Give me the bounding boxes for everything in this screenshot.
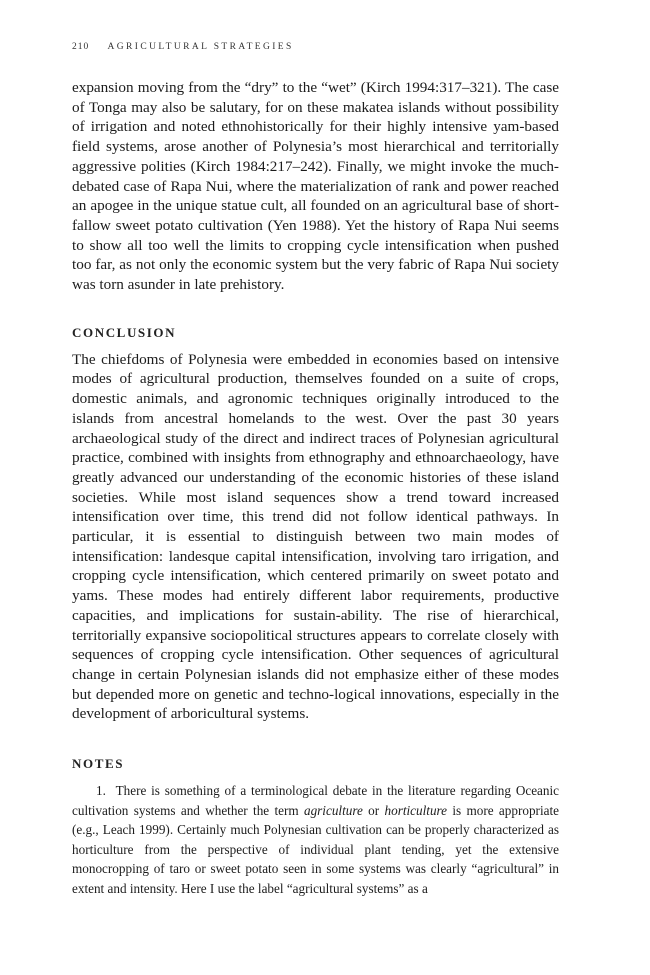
note-1-number: 1. bbox=[96, 783, 106, 799]
conclusion-paragraph: The chiefdoms of Polynesia were embedded in economies based on intensive modes of agricultural production, themselves founded on a suite of crops, domestic animals, and agronomic techniques originally introduced to the islands from ancestral homelands to the west. Over the past 30 years archaeological study of the direct and indirect traces of Polynesian agricultural practice, combined with insights from ethnography and ethnoarchaeology, have greatly advanced our understanding of the economic histories of these island societies. While most island sequences show a trend toward increased intensification over time, this trend did not follow identical pathways. In particular, it is essential to distinguish between two main modes of intensification: landesque capital intensification, involving taro irrigation, and cropping cycle intensification, which centered primarily on sweet potato and yams. These modes had entirely different labor requirements, productive capacities, and implications for sustain-ability. The rise of hierarchical, territorially expansive sociopolitical structures appears to correlate closely with sequences of cropping cycle intensification. Other sequences of agricultural change in certain Polynesian islands did not emphasize either of these modes but depended more on genetic and techno-logical innovations, especially in the development of arboricultural systems. bbox=[72, 350, 559, 723]
running-head-title: AGRICULTURAL STRATEGIES bbox=[107, 42, 294, 52]
note-1-term-agriculture: agriculture bbox=[303, 802, 363, 818]
page bbox=[72, 38, 559, 899]
notes-heading: NOTES bbox=[72, 756, 125, 772]
note-1-term-horticulture: horticulture bbox=[384, 802, 448, 818]
opening-paragraph: expansion moving from the “dry” to the “wet” (Kirch 1994:317–321). The case of Tonga may also be salutary, for on these makatea islands without possibility of irrigation and noted ethnohistorically for their highly intensive yam-based field systems, arose another of Polynesia’s most hierarchical and territorially aggressive polities (Kirch 1984:217–242). Finally, we might invoke the much-debated case of Rapa Nui, where the materialization of rank and power reached an apogee in the unique statue cult, all founded on an agricultural base of short-fallow sweet potato cultivation (Yen 1988). Yet the history of Rapa Nui seems to show all too well the limits to cropping cycle intensification when pushed too far, as not only the economic system but the very fabric of Rapa Nui society was torn asunder in late prehistory. bbox=[72, 79, 559, 294]
note-1 bbox=[72, 781, 559, 899]
note-1-text-b: or bbox=[362, 802, 385, 818]
note-1-text-c: is more appropriate (e.g., Leach 1999). Certainly much Polynesian cultivation can be properly characterized as horticulture from the perspective of individual plant tending, yet the extensive monocropping of taro or sweet potato seen in some systems was clearly “agricultural” in extent and intensity. Here I use the label “agricultural systems” as a bbox=[72, 802, 559, 897]
conclusion-heading: CONCLUSION bbox=[72, 324, 177, 340]
note-1-text-a: There is something of a terminological debate in the literature regarding Oceanic cultivation systems and whether the term bbox=[72, 783, 560, 818]
page-number: 210 bbox=[72, 42, 90, 52]
running-head bbox=[72, 38, 559, 56]
